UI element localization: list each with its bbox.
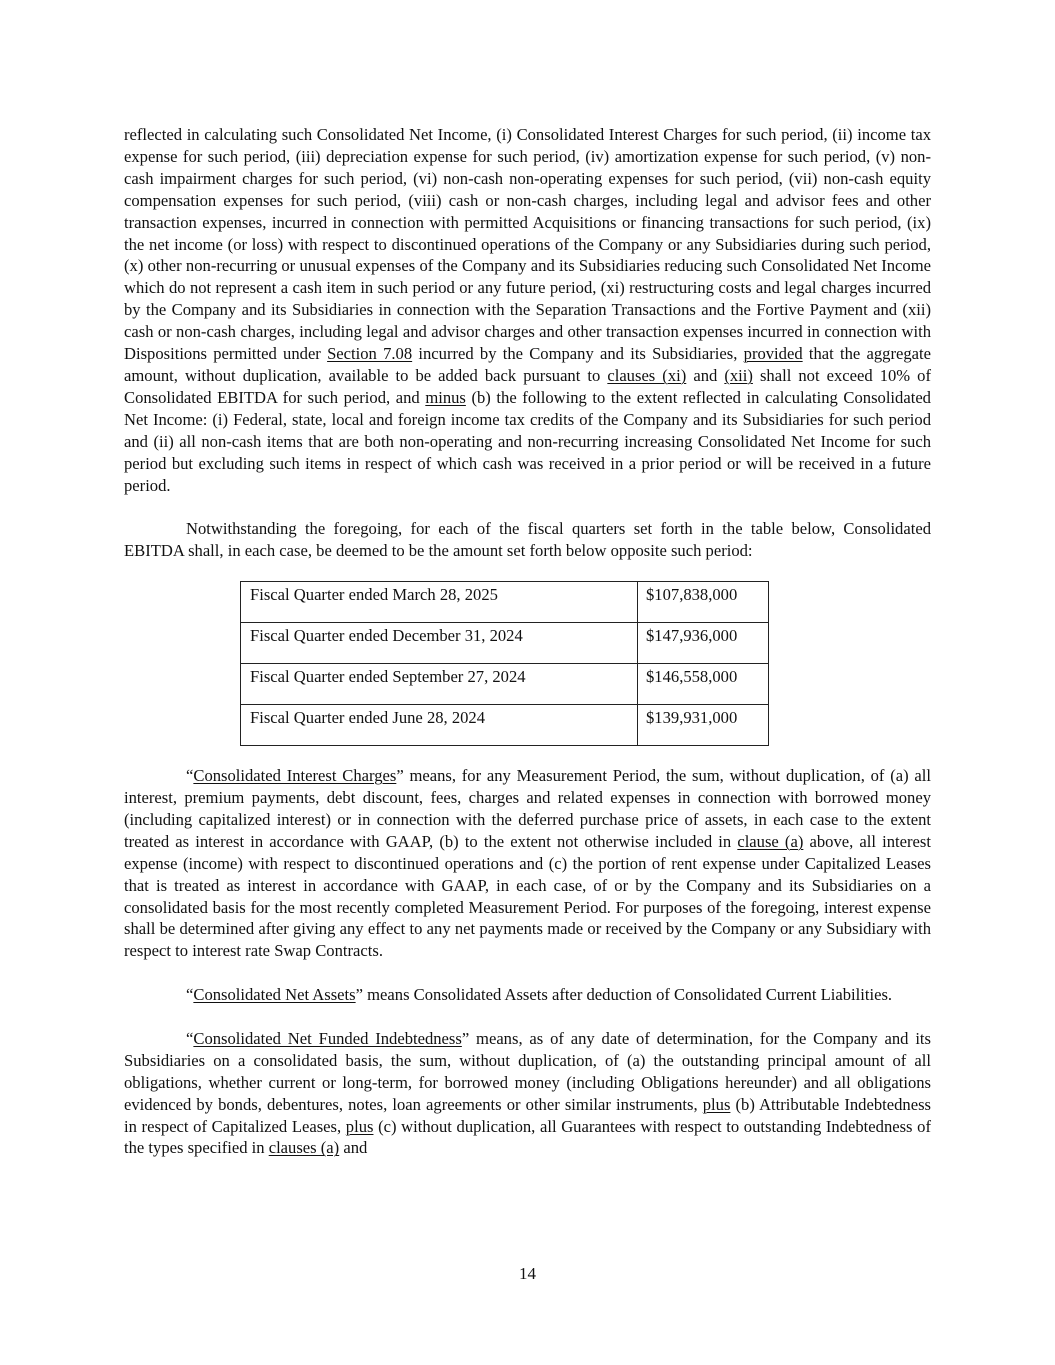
defined-term: Consolidated Net Assets <box>193 985 356 1005</box>
table-cell-period: Fiscal Quarter ended March 28, 2025 <box>241 582 638 623</box>
document-page <box>124 124 931 1159</box>
section-7-08-reference: Section 7.08 <box>327 344 413 364</box>
definition-consolidated-interest-charges: “Consolidated Interest Charges” means, for any Measurement Period, the sum, without duplication, of (a) all interest, premium payments, debt discount, fees, charges and related expenses in connection with borrowed money (including capitalized interest) or in connection with the deferred purchase price of assets, in each case to the extent treated as interest in accordance with GAAP, (b) to the extent not otherwise included in clause (a) above, all interest expense (income) with respect to discontinued operations and (c) the portion of rent expense under Capitalized Leases that is treated as interest in accordance with GAAP, in each case, of or by the Company and its Subsidiaries on a consolidated basis for the most recently completed Measurement Period. For purposes of the foregoing, interest expense shall be determined after giving any effect to any net payments made or received by the Company or any Subsidiary with respect to interest rate Swap Contracts. <box>124 766 931 961</box>
clauses-xi-reference: clauses (xi) <box>607 365 687 385</box>
paragraph-notwithstanding: Notwithstanding the foregoing, for each of the fiscal quarters set forth in the table below, Consolidated EBITDA shall, in each case, be deemed to be the amount set forth below opposite such period: <box>124 519 931 561</box>
table-cell-period: Fiscal Quarter ended June 28, 2024 <box>241 705 638 746</box>
plus-term: plus <box>345 1116 374 1136</box>
page-number: 14 <box>519 1264 536 1283</box>
table-cell-amount: $147,936,000 <box>638 623 769 664</box>
table-row <box>241 582 769 623</box>
plus-term: plus <box>702 1094 731 1114</box>
defined-term: Consolidated Net Funded Indebtedness <box>193 1028 462 1048</box>
clause-a-reference: clause (a) <box>737 831 804 851</box>
defined-term: Consolidated Interest Charges <box>193 766 397 786</box>
table-row <box>241 623 769 664</box>
table-cell-period: Fiscal Quarter ended December 31, 2024 <box>241 623 638 664</box>
definition-consolidated-net-assets: “Consolidated Net Assets” means Consolidated Assets after deduction of Consolidated Current Liabilities. <box>186 985 893 1005</box>
paragraph-ebitda-addbacks: reflected in calculating such Consolidated Net Income, (i) Consolidated Interest Charges for such period, (ii) income tax expense for such period, (iii) depreciation expense for such period, (iv) amortization expense for such period, (v) non-cash impairment charges for such period, (vi) non-cash non-operating expenses for such period, (vii) non-cash equity compensation expenses for such period, (viii) cash or non-cash charges, including legal and advisor fees and other transaction expenses, incurred in connection with permitted Acquisitions or financing transactions for such period, (ix) the net income (or loss) with respect to discontinued operations of the Company or any Subsidiaries during such period, (x) other non-recurring or unusual expenses of the Company and its Subsidiaries reducing such Consolidated Net Income which do not represent a cash item in such period or any future period, (xi) restructuring costs and legal charges incurred by the Company and its Subsidiaries in connection with the Separation Transactions and the Fortive Payment and (xii) cash or non-cash charges, including legal and advisor charges and other transaction expenses incurred in connection with Dispositions permitted under Section 7.08 incurred by the Company and its Subsidiaries, provided that the aggregate amount, without duplication, available to be added back pursuant to clauses (xi) and (xii) shall not exceed 10% of Consolidated EBITDA for such period, and minus (b) the following to the extent reflected in calculating Consolidated Net Income: (i) Federal, state, local and foreign income tax credits of the Company and its Subsidiaries for such period and (ii) all non-cash items that are both non-operating and non-recurring increasing Consolidated Net Income for such period but excluding such items in respect of which cash was received in a prior period or will be received in a future period. <box>124 125 931 495</box>
table-row <box>241 664 769 705</box>
table-cell-amount: $139,931,000 <box>638 705 769 746</box>
table-row <box>241 705 769 746</box>
clauses-a-reference: clauses (a) <box>268 1138 340 1158</box>
ebitda-table <box>240 581 769 746</box>
minus-term: minus <box>425 387 466 407</box>
clause-xii-reference: (xii) <box>724 365 753 385</box>
table-cell-amount: $146,558,000 <box>638 664 769 705</box>
table-cell-amount: $107,838,000 <box>638 582 769 623</box>
table-cell-period: Fiscal Quarter ended September 27, 2024 <box>241 664 638 705</box>
provided-term: provided <box>743 344 803 364</box>
definition-consolidated-net-funded-indebtedness: “Consolidated Net Funded Indebtedness” means, as of any date of determination, for the Company and its Subsidiaries on a consolidated basis, the sum, without duplication, of (a) the outstanding principal amount of all obligations, whether current or long-term, for borrowed money (including Obligations hereunder) and all obligations evidenced by bonds, debentures, notes, loan agreements or other similar instruments, plus (b) Attributable Indebtedness in respect of Capitalized Leases, plus (c) without duplication, all Guarantees with respect to outstanding Indebtedness of the types specified in clauses (a) and <box>124 1028 931 1158</box>
